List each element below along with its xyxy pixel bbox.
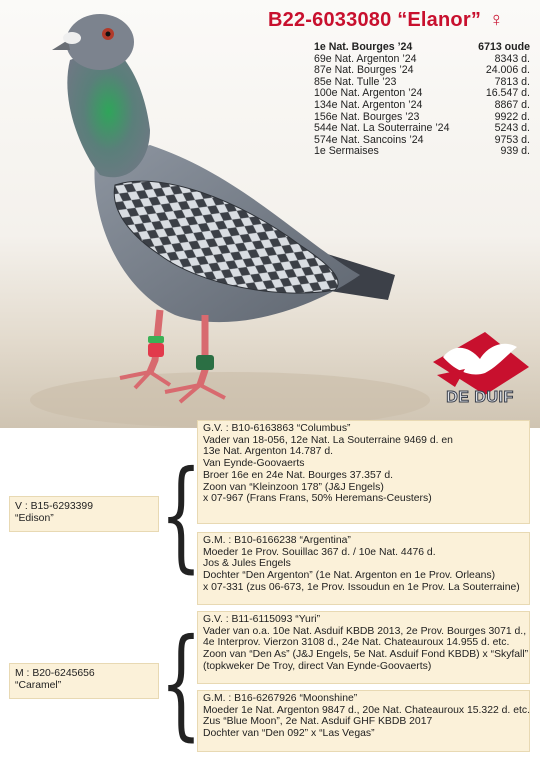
- pedigree-line: Moeder 1e Prov. Souillac 367 d. / 10e Nat. 4476 d.: [203, 546, 436, 558]
- result-place: 85e Nat. Tulle ’23: [314, 75, 397, 88]
- pedigree-line: Jos & Jules Engels: [203, 558, 291, 570]
- results-list: [314, 42, 530, 158]
- result-birds: 24.006 d.: [485, 64, 530, 77]
- pedigree-line: G.M. : B16-6267926 “Moonshine”: [203, 693, 358, 704]
- result-birds: 5243 d.: [494, 122, 530, 135]
- grandfather-maternal-box: [197, 611, 530, 684]
- result-place: 1e Nat. Bourges ’24: [314, 41, 413, 53]
- pedigree-line: “Edison”: [15, 512, 54, 524]
- pedigree-line: x 07-331 (zus 06-673, 1e Prov. Issoudun en 1e Prov. La Souterraine): [203, 581, 520, 593]
- result-row: [314, 123, 530, 135]
- pedigree-line: Broer 16e en 24e Nat. Bourges 37.357 d.: [203, 469, 394, 481]
- result-birds: 16.547 d.: [485, 87, 530, 100]
- result-birds: 8867 d.: [494, 98, 530, 111]
- result-birds: 9753 d.: [494, 133, 530, 146]
- result-birds: 9922 d.: [494, 110, 530, 123]
- result-place: 544e Nat. La Souterraine ’24: [314, 122, 450, 135]
- female-symbol: ♀: [488, 9, 504, 31]
- pedigree-line: Van Eynde-Goovaerts: [203, 458, 305, 470]
- result-birds: 6713 oude: [478, 41, 530, 53]
- pedigree-line: Vader van 18-056, 12e Nat. La Souterraine 9469 d. en: [203, 434, 453, 446]
- pedigree-line: G.V. : B10-6163863 “Columbus”: [203, 423, 351, 434]
- mother-brace: {: [160, 614, 202, 753]
- father-box: [9, 496, 159, 532]
- pigeon-title: [268, 9, 530, 32]
- pedigree-line: V : B15-6293399: [15, 501, 93, 512]
- result-place: 134e Nat. Argenton ’24: [314, 98, 423, 111]
- pedigree-line: Vader van o.a. 10e Nat. Asduif KBDB 2013, 2e Prov. Bourges 3071 d.,: [203, 625, 527, 637]
- pedigree-line: Zus “Blue Moon”, 2e Nat. Asduif GHF KBDB 2017: [203, 716, 433, 728]
- pedigree-line: Zoon van “Kleinzoon 178” (J&J Engels): [203, 481, 384, 493]
- result-place: 87e Nat. Bourges ’24: [314, 64, 414, 77]
- pedigree-line: (topkweker De Troy, direct Van Eynde-Goovaerts): [203, 660, 432, 672]
- result-birds: 939 d.: [500, 145, 530, 158]
- pedigree-line: M : B20-6245656: [15, 668, 95, 679]
- pedigree-line: 13e Nat. Argenton 14.787 d.: [203, 446, 333, 458]
- result-birds: 7813 d.: [494, 75, 530, 88]
- pedigree-line: Dochter “Den Argenton” (1e Nat. Argenton en 1e Prov. Orleans): [203, 570, 496, 582]
- pedigree-line: 4e Interprov. Vierzon 3108 d., 24e Nat. Chateauroux 14.955 d. etc.: [203, 637, 510, 649]
- ring-number: B22-6033080: [268, 9, 392, 31]
- pedigree-line: G.V. : B11-6115093 “Yuri”: [203, 614, 321, 625]
- grandmother-maternal-box: [197, 690, 530, 752]
- result-birds: 8343 d.: [494, 52, 530, 65]
- result-row: [314, 42, 530, 54]
- result-place: 574e Nat. Sancoins ’24: [314, 133, 424, 146]
- pedigree-line: Dochter van “Den 092” x “Las Vegas”: [203, 728, 375, 740]
- result-row: [314, 100, 530, 112]
- result-row: [314, 146, 530, 158]
- pedigree-line: G.M. : B10-6166238 “Argentina”: [203, 535, 351, 546]
- father-brace: {: [160, 446, 202, 585]
- result-place: 1e Sermaises: [314, 145, 379, 158]
- pedigree-line: “Caramel”: [15, 679, 62, 691]
- pedigree-line: Zoon van “Den As” (J&J Engels, 5e Nat. Asduif Fond KBDB) x “Skyfall”: [203, 649, 529, 661]
- grandfather-paternal-box: [197, 420, 530, 524]
- result-place: 100e Nat. Argenton ’24: [314, 87, 423, 100]
- pedigree-line: x 07-967 (Frans Frans, 50% Heremans-Ceusters): [203, 493, 432, 505]
- result-place: 156e Nat. Bourges ’23: [314, 110, 420, 123]
- grandmother-paternal-box: [197, 532, 530, 605]
- mother-box: [9, 663, 159, 699]
- logo-text: DE DUIF: [446, 389, 514, 406]
- pigeon-name: “Elanor”: [397, 9, 482, 31]
- result-place: 69e Nat. Argenton ’24: [314, 52, 417, 65]
- pedigree-line: Moeder 1e Nat. Argenton 9847 d., 20e Nat. Chateauroux 15.322 d. etc.: [203, 704, 530, 716]
